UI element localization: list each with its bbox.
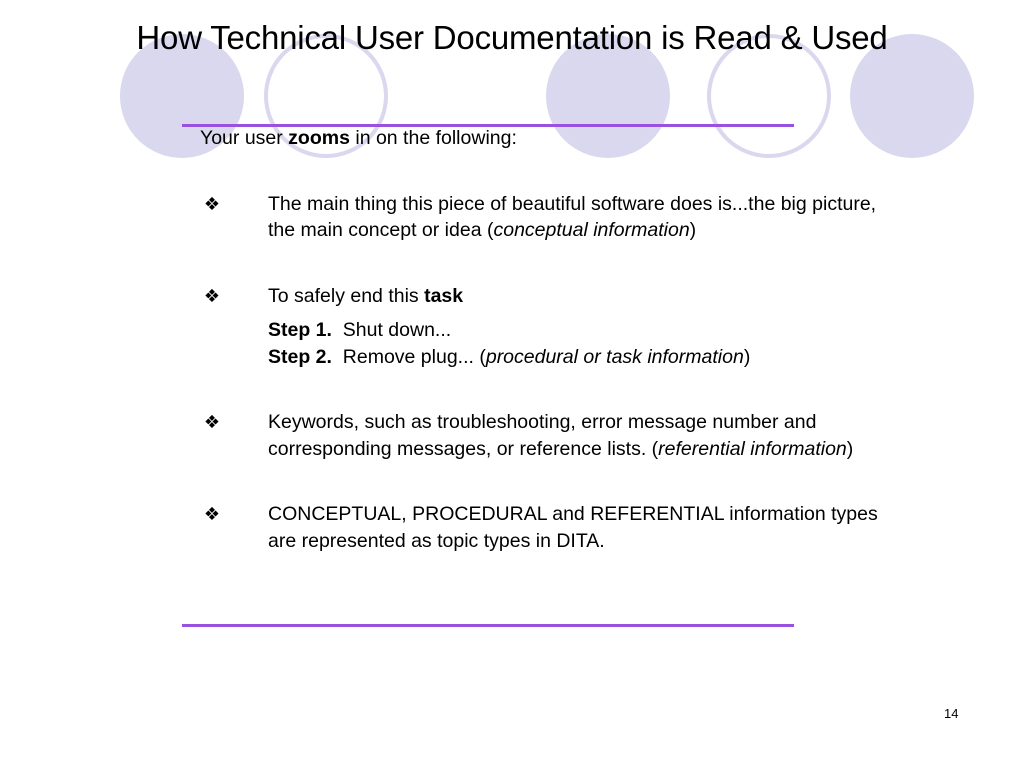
diamond-bullet-icon: ❖ <box>203 193 221 214</box>
page-number: 14 <box>944 706 959 721</box>
bullet-item-referential: ❖ Keywords, such as troubleshooting, error message number and corresponding messages, or reference lists. (referential information) <box>200 409 890 462</box>
procedure-steps <box>268 317 890 370</box>
diamond-bullet-icon: ❖ <box>203 412 221 432</box>
bullet-item-conceptual: ❖ The main thing this piece of beautiful software does is...the big picture, the main concept or idea (conceptual information) <box>200 191 890 244</box>
step-1: Step 1. Shut down... <box>268 319 452 341</box>
diamond-bullet-icon: ❖ <box>203 285 221 306</box>
slide-content <box>200 124 890 554</box>
bullet-item-procedural: ❖ To safely end this task Step 1. Shut down... Step 2. Remove plug... (procedural or task information) <box>200 283 890 371</box>
step-2: Step 2. Remove plug... (procedural or task information) <box>268 345 751 368</box>
diamond-bullet-icon: ❖ <box>203 504 221 524</box>
slide-title: How Technical User Documentation is Read & Used <box>136 19 888 56</box>
bottom-divider <box>182 624 794 627</box>
intro-text: Your user zooms in on the following: <box>200 127 517 149</box>
bullet-item-dita: ❖ CONCEPTUAL, PROCEDURAL and REFERENTIAL information types are represented as topic types in DITA. <box>200 501 890 554</box>
intro-bold-word: zooms <box>288 127 350 149</box>
